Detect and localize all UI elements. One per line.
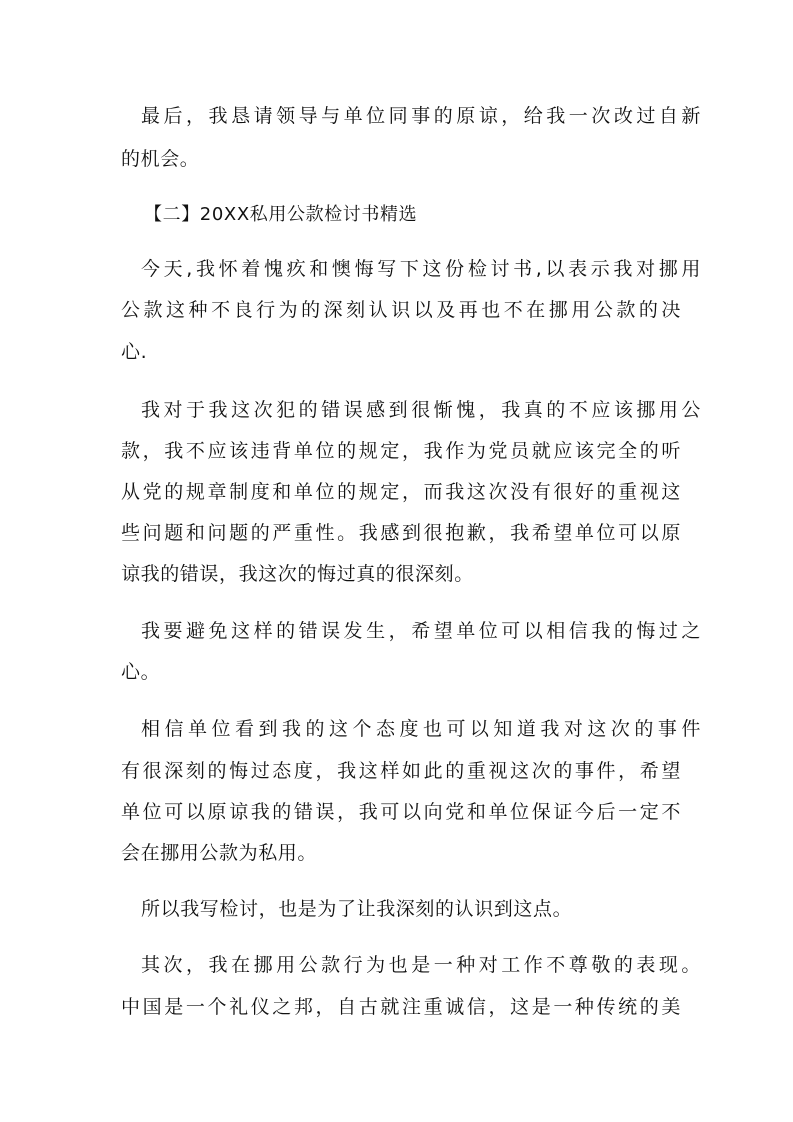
para-5-line-2: 有很深刻的悔过态度，我这样如此的重视这次的事件，希望 xyxy=(121,760,681,782)
para-2-line-3: 心. xyxy=(121,341,148,363)
para-4-line-2: 心。 xyxy=(121,661,161,683)
para-5-line-4: 会在挪用公款为私用。 xyxy=(121,842,318,864)
para-3-line-3: 从党的规章制度和单位的规定，而我这次没有很好的重视这 xyxy=(121,481,681,503)
para-1-line-1: 最后，我恳请领导与单位同事的原谅，给我一次改过自新 xyxy=(141,105,701,127)
para-3-line-2: 款，我不应该违背单位的规定，我作为党员就应该完全的听 xyxy=(121,440,681,462)
para-5-line-3: 单位可以原谅我的错误，我可以向党和单位保证今后一定不 xyxy=(121,801,681,823)
para-2-line-1: 今天,我怀着愧疚和懊悔写下这份检讨书,以表示我对挪用 xyxy=(141,258,701,280)
para-3-line-4: 些问题和问题的严重性。我感到很抱歉，我希望单位可以原 xyxy=(121,522,681,544)
para-7-line-1: 其次，我在挪用公款行为也是一种对工作不尊敬的表现。 xyxy=(141,954,701,976)
para-1-line-2: 的机会。 xyxy=(121,148,200,170)
section-heading: 【二】20XX私用公款检讨书精选 xyxy=(144,204,418,225)
para-5-line-1: 相信单位看到我的这个态度也可以知道我对这次的事件 xyxy=(141,718,701,740)
para-3-line-1: 我对于我这次犯的错误感到很惭愧，我真的不应该挪用公 xyxy=(141,399,701,421)
para-7-line-2: 中国是一个礼仪之邦，自古就注重诚信，这是一种传统的美 xyxy=(121,996,681,1018)
para-6-line-1: 所以我写检讨，也是为了让我深刻的认识到这点。 xyxy=(141,898,573,920)
para-3-line-5: 谅我的错误，我这次的悔过真的很深刻。 xyxy=(121,563,474,585)
para-4-line-1: 我要避免这样的错误发生，希望单位可以相信我的悔过之 xyxy=(141,620,701,642)
para-2-line-2: 公款这种不良行为的深刻认识以及再也不在挪用公款的决 xyxy=(121,299,681,321)
